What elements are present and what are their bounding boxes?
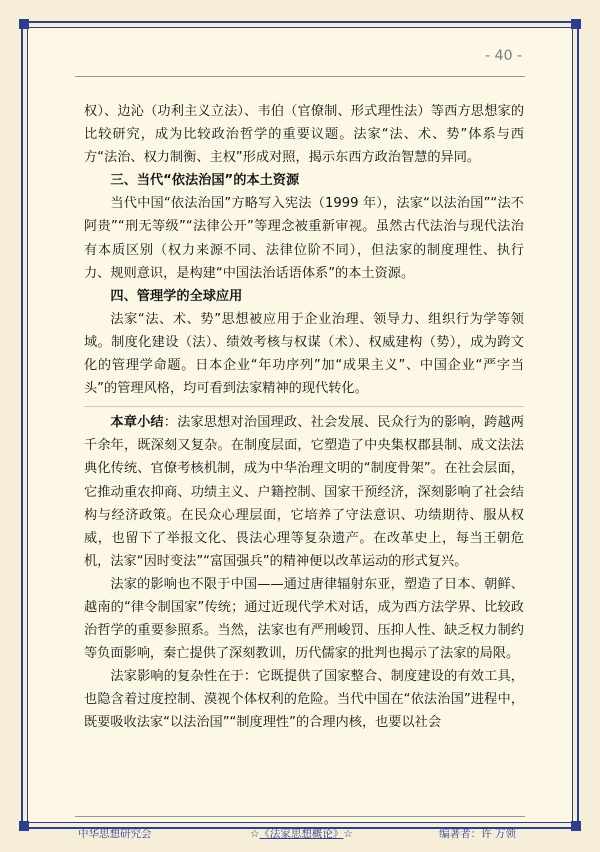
book-title-link[interactable]: 《法家思想概论》 [259,828,344,840]
paragraph: 法家影响的复杂性在于：它既提供了国家整合、制度建设的有效工具，也隐含着过度控制、漠视个体权利的危险。当代中国在“依法治国”进程中，既要吸收法家“以法治国”“制度理性”的合理内核，也要以社会 [84,669,524,731]
page-number: - 40 - [485,48,522,64]
corner-ornament [571,821,581,831]
footer-book-title [250,826,353,841]
footer-author: 编著者：许 万领 [439,828,516,840]
footer-organization: 中华思想研究会 [78,828,152,840]
corner-ornament [19,821,29,831]
paragraph: 当代中国“依法治国”方略写入宪法（1999 年），法家“以法治国”“法不阿贵”“刑无等级”“法律公开”等理念被重新审视。虽然古代法治与现代法治有本质区别（权力来源不同、法律位阶不同），但法家的制度理性、执行力、规则意识，是构建“中国法治话语体系”的本土资源。 [84,196,524,281]
paragraph: 权）、边沁（功利主义立法）、韦伯（官僚制、形式理性法）等西方思想家的比较研究，成为比较政治哲学的重要议题。法家“法、术、势”体系与西方“法治、权力制衡、主权”形成对照，揭示东西方政治智慧的异同。 [84,104,524,166]
corner-ornament [571,19,581,29]
corner-ornament [19,19,29,29]
paragraph: 法家的影响也不限于中国——通过唐律辐射东亚，塑造了日本、朝鲜、越南的“律令制国家”传统；通过近现代学术对话，成为西方法学界、比较政治哲学的重要参照系。当然，法家也有严刑峻罚、压抑人性、缺乏权力制约等负面影响，秦亡提供了深刻教训，历代儒家的批判也揭示了法家的局限。 [84,576,524,662]
star-icon: ☆ [343,828,353,840]
header-rule [75,76,525,77]
summary-divider [84,406,524,407]
paragraph: 法家“法、术、势”思想被应用于企业治理、领导力、组织行为学等领域。制度化建设（法）、绩效考核与权谋（术）、权威建构（势），成为跨文化的管理学命题。日本企业“年功序列”加“成果主义”、中国企业“严字当头”的管理风格，均可看到法家精神的现代转化。 [84,311,524,397]
section-heading: 四、管理学的全球应用 [110,288,243,304]
summary-label: 本章小结 [110,415,164,431]
footer-rule [75,816,525,817]
star-icon: ☆ [250,828,260,840]
summary-text: ：法家思想对治国理政、社会发展、民众行为的影响，跨越两千余年，既深刻又复杂。在制度层面，它塑造了中央集权郡县制、成文法法典化传统、官僚考核机制，成为中华治理文明的“制度骨架”。在社会层面，它推动重农抑商、功绩主义、户籍控制、国家干预经济，深刻影响了社会结构与经济政策。在民众心理层面，它培养了守法意识、功绩期待、服从权威，也留下了举报文化、畏法心理等复杂遗产。在改革史上，每当王朝危机，法家“因时变法”“富国强兵”的精神便以改革运动的形式复兴。 [84,415,524,569]
main-content [84,100,524,735]
chapter-summary [84,411,524,573]
section-heading: 三、当代“依法治国”的本土资源 [110,173,300,189]
